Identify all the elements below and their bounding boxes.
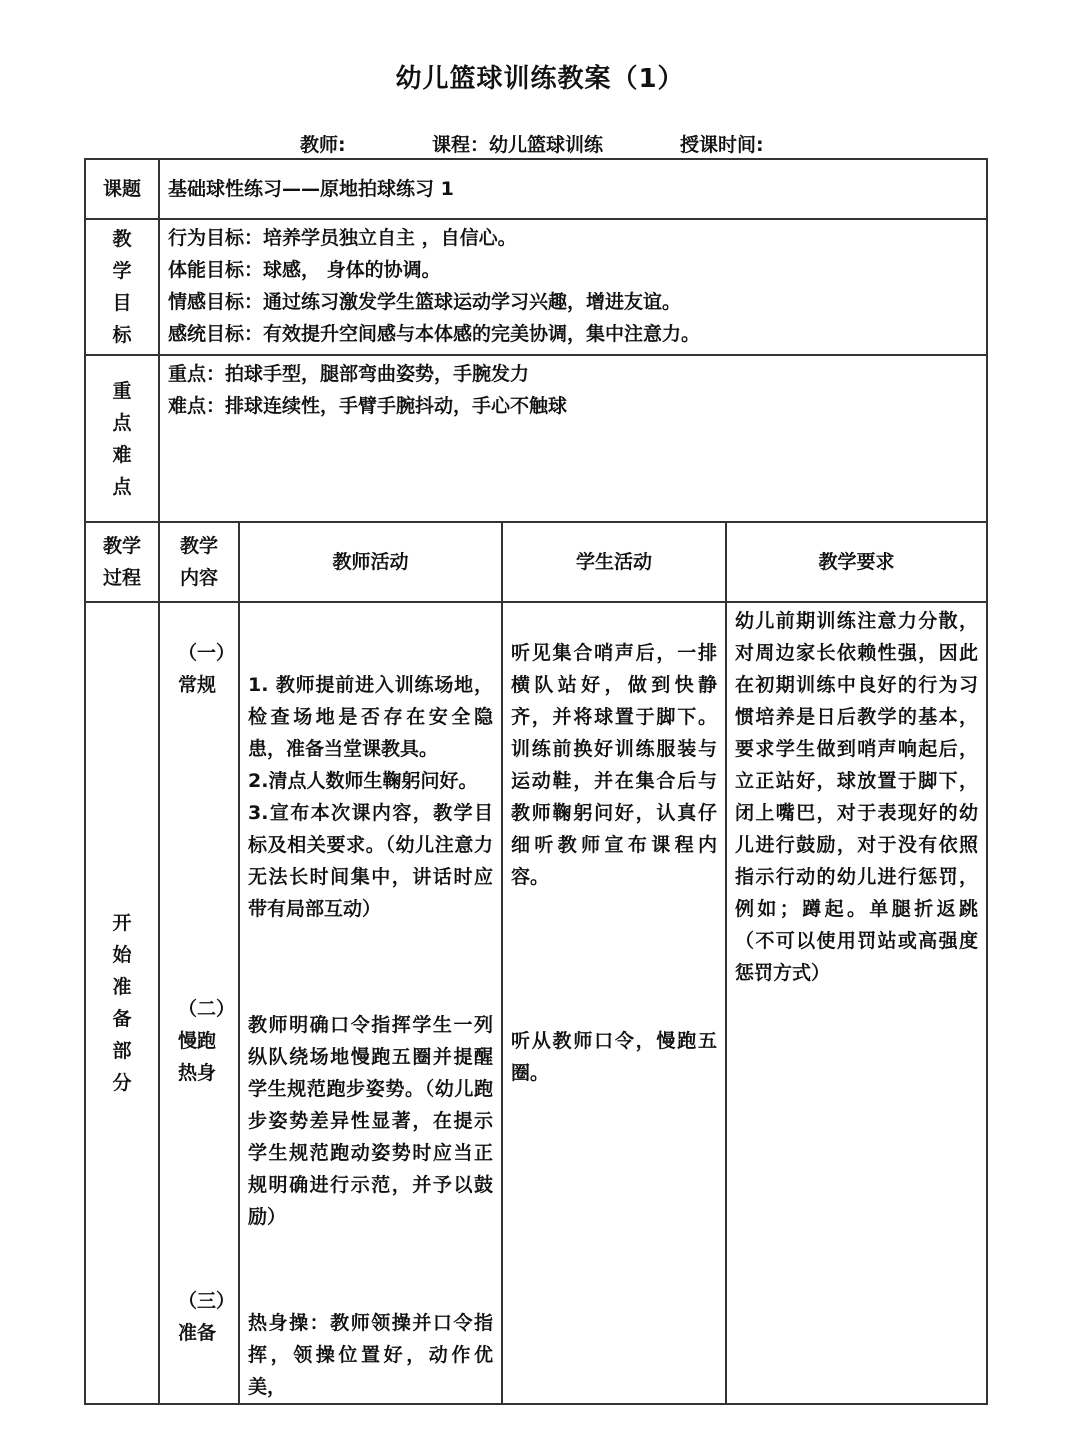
content-item-1: （一） 常规 <box>178 642 236 696</box>
topic-label: 课题 <box>85 159 159 219</box>
header-requirement: 教学要求 <box>726 522 987 602</box>
header-teacher-activity: 教师活动 <box>239 522 502 602</box>
goals-row <box>85 219 987 355</box>
content-item-3: （三） 准备 <box>178 1290 236 1344</box>
teacher-warmup: 热身操：教师领操并口令指挥，领操位置好，动作优美， <box>248 1312 493 1398</box>
time-label: 授课时间: <box>680 134 764 156</box>
goals-content <box>159 219 987 355</box>
key-point: 重点：拍球手型，腿部弯曲姿势，手腕发力 <box>168 363 530 385</box>
student-activity-1: 听见集合哨声后，一排横队站好，做到快静齐，并将球置于脚下。训练前换好训练服装与运动鞋，并在集合后与教师鞠躬问好，认真仔细听教师宣布课程内容。 <box>511 642 717 888</box>
header-content: 教学内容 <box>159 522 239 602</box>
content-item-2: （二） 慢跑热身 <box>178 998 236 1084</box>
requirement-text: 幼儿前期训练注意力分散，对周边家长依赖性强，因此在初期训练中良好的行为习惯培养是日后教学的基本，要求学生做到哨声响起后，立正站好，球放置于脚下，闭上嘴巴，对于表现好的幼儿进行鼓励，对于没有依照指示行动的幼儿进行惩罚，例如；蹲起。单腿折返跳（不可以使用罚站或高强度惩罚方式） <box>735 610 979 984</box>
teacher-step-3: 3.宣布本次课内容，教学目标及相关要求。（幼儿注意力无法长时间集中，讲话时应带有局部互动） <box>248 802 493 920</box>
page-title: 幼儿篮球训练教案（1） <box>395 64 685 94</box>
teacher-jog: 教师明确口令指挥学生一列纵队绕场地慢跑五圈并提醒学生规范跑步姿势。（幼儿跑步姿势差异性显著，在提示学生规范跑动姿势时应当正规明确进行示范，并予以鼓励） <box>248 1014 493 1228</box>
header-student-activity: 学生活动 <box>502 522 726 602</box>
teacher-step-1: 1. 教师提前进入训练场地，检查场地是否存在安全隐患，准备当堂课教具。 <box>248 674 493 760</box>
course-label: 课程：幼儿篮球训练 <box>432 134 604 156</box>
student-activity-cell <box>502 602 726 1404</box>
topic-row <box>85 159 987 219</box>
teacher-step-2: 2.清点人数师生鞠躬问好。 <box>248 770 478 792</box>
header-process: 教学过程 <box>85 522 159 602</box>
key-points-content <box>159 355 987 522</box>
topic-value: 基础球性练习——原地拍球练习 1 <box>159 159 987 219</box>
teacher-label: 教师: <box>300 134 346 156</box>
goal-emotion: 情感目标：通过练习激发学生篮球运动学习兴趣，增进友谊。 <box>168 291 682 313</box>
lesson-plan-table <box>84 158 988 1405</box>
header-row <box>85 522 987 602</box>
key-points-label: 重 点 难 点 <box>85 355 159 522</box>
section-label: 开 始 准 备 部 分 <box>85 602 159 1404</box>
key-points-row <box>85 355 987 522</box>
goals-label: 教 学 目 标 <box>85 219 159 355</box>
goal-physical: 体能目标：球感， 身体的协调。 <box>168 259 441 281</box>
goal-behavior: 行为目标：培养学员独立自主 ，自信心。 <box>168 227 517 249</box>
content-cell <box>159 602 239 1404</box>
difficulty: 难点：排球连续性，手臂手腕抖动，手心不触球 <box>168 395 568 417</box>
requirement-cell <box>726 602 987 1404</box>
opening-section-row <box>85 602 987 1404</box>
goal-sensory: 感统目标：有效提升空间感与本体感的完美协调，集中注意力。 <box>168 323 701 345</box>
teacher-activity-cell <box>239 602 502 1404</box>
student-activity-2: 听从教师口令，慢跑五圈。 <box>511 1030 717 1084</box>
